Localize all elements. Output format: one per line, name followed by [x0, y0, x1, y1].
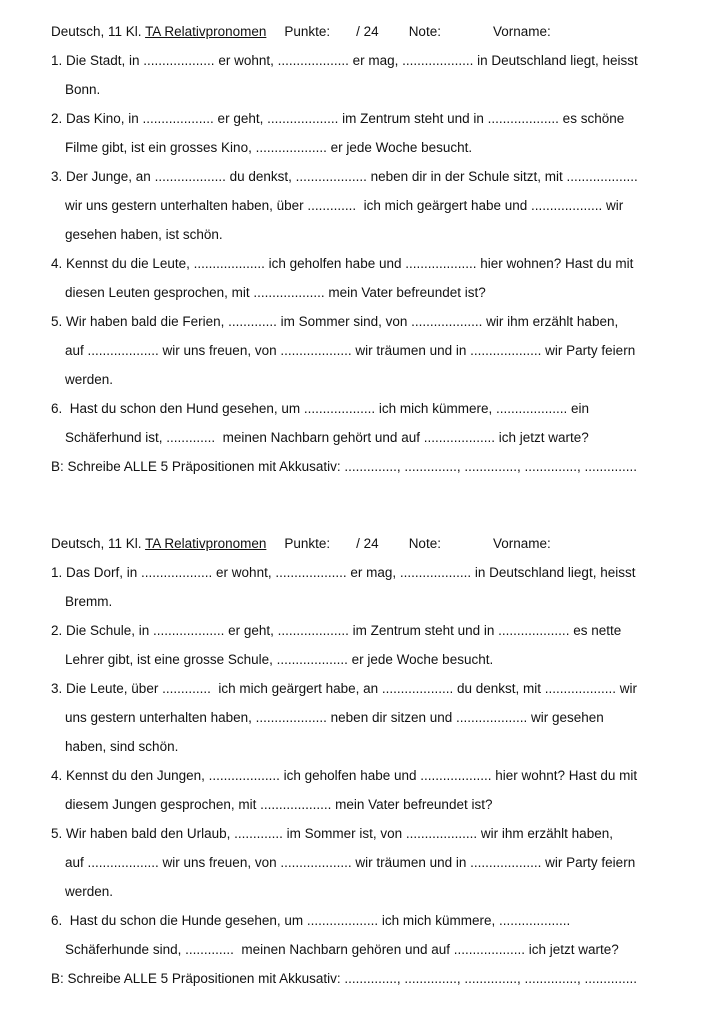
worksheet-section-a [51, 17, 704, 481]
worksheet-line: auf ................... wir uns freuen, von ................... wir träumen und in ................... wir Party feiern [65, 855, 636, 870]
worksheet-line: Schäferhund ist, ............. meinen Nachbarn gehört und auf ................... ich jetzt warte? [65, 430, 589, 445]
header-title: TA Relativpronomen [145, 24, 267, 39]
worksheet-line: uns gestern unterhalten haben, ................... neben dir sitzen und ................... wir gesehen [65, 710, 604, 725]
worksheet-line: auf ................... wir uns freuen, von ................... wir träumen und in ................... wir Party feiern [65, 343, 636, 358]
header-points-label: Punkte: [284, 24, 331, 39]
header-course: Deutsch, 11 Kl. [51, 536, 146, 551]
header-points-value: / 24 [356, 24, 379, 39]
header-points-label: Punkte: [284, 536, 331, 551]
worksheet-line: wir uns gestern unterhalten haben, über ............. ich mich geärgert habe und ................... wir [65, 198, 624, 213]
worksheet-line: diesem Jungen gesprochen, mit ................... mein Vater befreundet ist? [65, 797, 493, 812]
worksheet-line: Lehrer gibt, ist eine grosse Schule, ................... er jede Woche besucht. [65, 652, 494, 667]
worksheet-line: gesehen haben, ist schön. [65, 227, 223, 242]
worksheet-section-b [51, 529, 704, 993]
header-firstname-label: Vorname: [492, 536, 551, 551]
section-lines [51, 46, 704, 481]
section-lines [51, 558, 704, 993]
worksheet-line: diesen Leuten gesprochen, mit ................... mein Vater befreundet ist? [65, 285, 486, 300]
worksheet-line: 5. Wir haben bald den Urlaub, ............. im Sommer ist, von ................... wir ihm erzählt haben, [51, 826, 613, 841]
header-note-label: Note: [408, 536, 441, 551]
worksheet-line: Filme gibt, ist ein grosses Kino, ................... er jede Woche besucht. [65, 140, 473, 155]
worksheet-line: B: Schreibe ALLE 5 Präpositionen mit Akkusativ: .............., .............., .............., .............., .............. [51, 971, 637, 986]
worksheet-line: Bonn. [65, 82, 101, 97]
section-header [51, 17, 704, 46]
worksheet-line: 1. Die Stadt, in ................... er wohnt, ................... er mag, ................... in Deutschland liegt, heisst [51, 53, 638, 68]
worksheet-line: werden. [65, 884, 114, 899]
worksheet-line: 2. Die Schule, in ................... er geht, ................... im Zentrum steht und in ................... es nette [51, 623, 622, 638]
worksheet-line: Bremm. [65, 594, 113, 609]
header-note-label: Note: [408, 24, 441, 39]
header-course: Deutsch, 11 Kl. [51, 24, 146, 39]
worksheet-line: B: Schreibe ALLE 5 Präpositionen mit Akkusativ: .............., .............., .............., .............., .............. [51, 459, 637, 474]
worksheet-line: 2. Das Kino, in ................... er geht, ................... im Zentrum steht und in ................... es schöne [51, 111, 625, 126]
header-firstname-label: Vorname: [492, 24, 551, 39]
worksheet-line: 5. Wir haben bald die Ferien, ............. im Sommer sind, von ................... wir ihm erzählt haben, [51, 314, 619, 329]
worksheet-line: 3. Der Junge, an ................... du denkst, ................... neben dir in der Schule sitzt, mit ................... [51, 169, 638, 184]
worksheet-line: haben, sind schön. [65, 739, 179, 754]
worksheet-line: 4. Kennst du die Leute, ................... ich geholfen habe und ................... hier wohnen? Hast du mit [51, 256, 634, 271]
section-header [51, 529, 704, 558]
worksheet-line: 1. Das Dorf, in ................... er wohnt, ................... er mag, ................... in Deutschland liegt, heisst [51, 565, 636, 580]
worksheet-line: Schäferhunde sind, ............. meinen Nachbarn gehören und auf ................... ich jetzt warte? [65, 942, 619, 957]
worksheet-line: werden. [65, 372, 114, 387]
header-points-value: / 24 [356, 536, 379, 551]
worksheet-line: 4. Kennst du den Jungen, ................... ich geholfen habe und ................... hier wohnt? Hast du mit [51, 768, 638, 783]
worksheet-line: 3. Die Leute, über ............. ich mich geärgert habe, an ................... du denkst, mit ................... wir [51, 681, 637, 696]
worksheet-line: 6. Hast du schon den Hund gesehen, um ................... ich mich kümmere, ................... ein [51, 401, 589, 416]
worksheet-line: 6. Hast du schon die Hunde gesehen, um ................... ich mich kümmere, ................... [51, 913, 571, 928]
header-title: TA Relativpronomen [145, 536, 267, 551]
